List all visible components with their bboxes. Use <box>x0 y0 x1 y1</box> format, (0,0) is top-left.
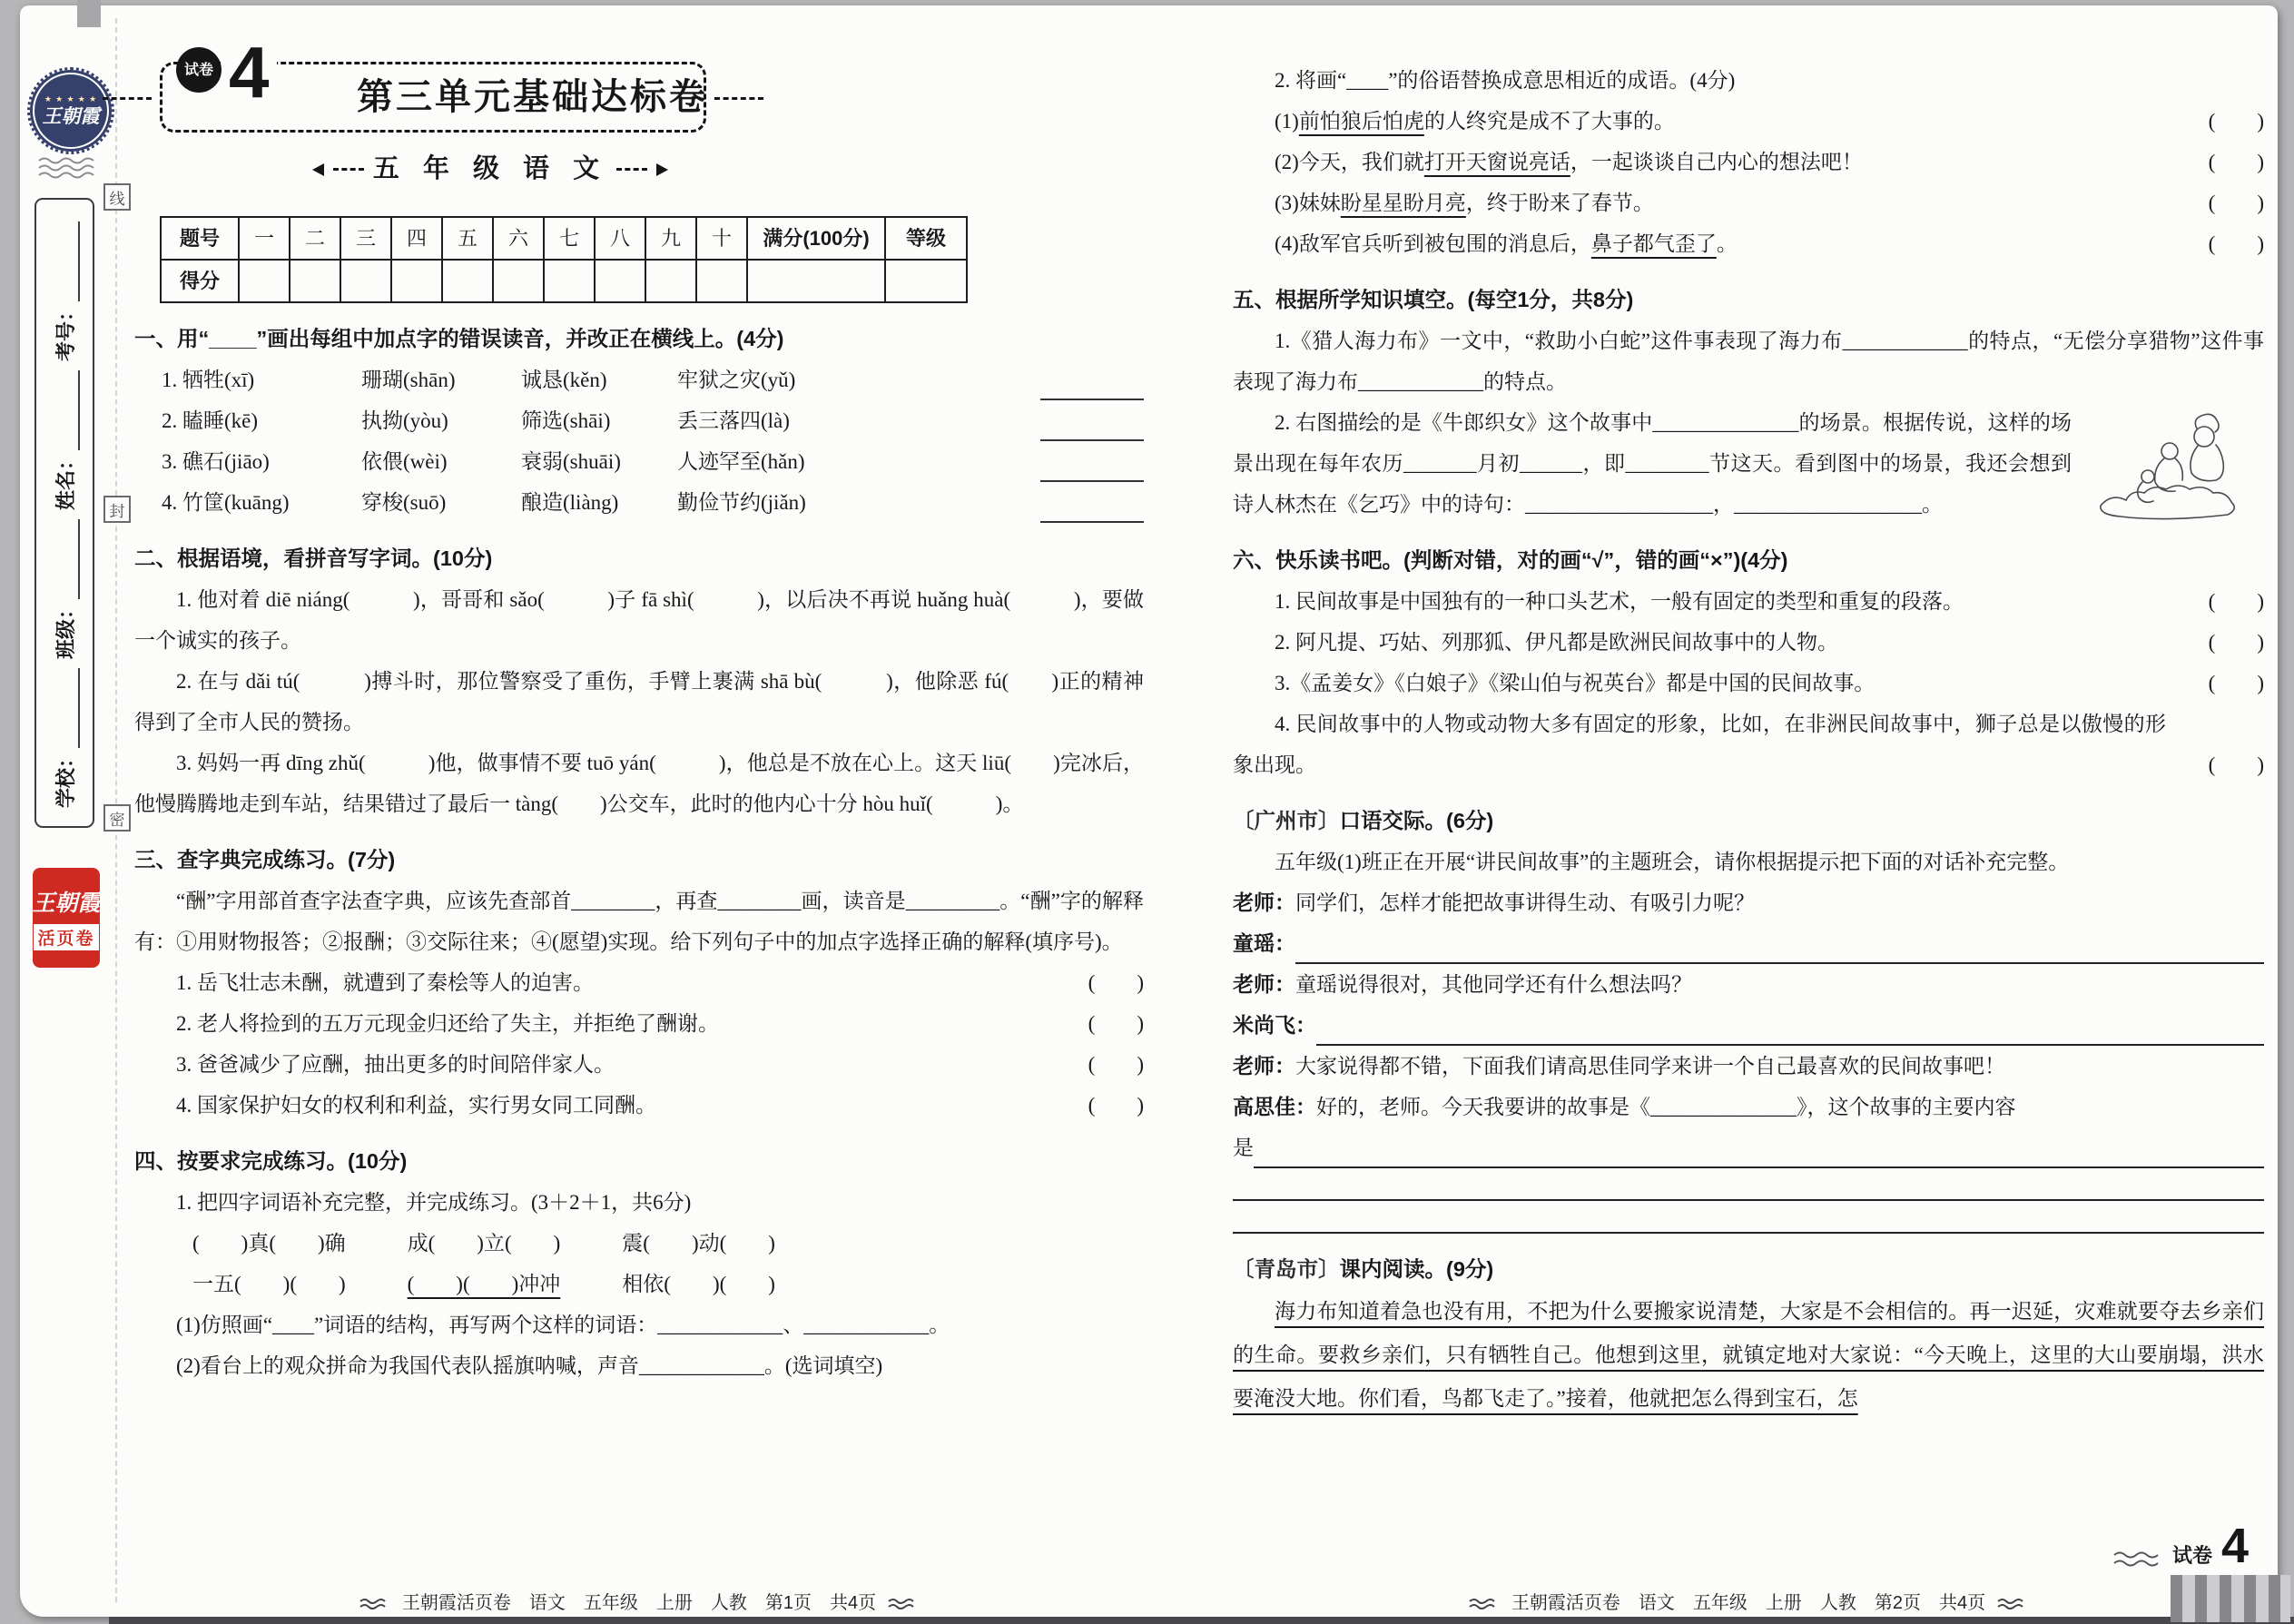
brand-stamp-logo <box>33 73 109 149</box>
dialogue-answer-line[interactable] <box>1233 1168 2264 1201</box>
section-7-title: 口语交际。(6分) <box>1339 809 1494 832</box>
dialogue-line <box>1233 1046 2264 1087</box>
paper-header <box>134 32 1144 202</box>
answer-bracket[interactable]: ( ) <box>2208 590 2264 613</box>
score-cell[interactable] <box>340 260 391 302</box>
seal-char-feng: 封 <box>103 496 131 523</box>
score-col-header: 十 <box>696 217 747 260</box>
question-text <box>1233 223 2166 264</box>
section-3 <box>134 840 1144 1126</box>
section-8-title: 课内阅读。(9分) <box>1339 1257 1494 1281</box>
text-pre: (2)今天，我们就 <box>1275 151 1424 173</box>
word-item: 1. 牺牲(xī) <box>162 369 255 391</box>
score-col-header: 九 <box>645 217 696 260</box>
question-paragraph: 1. 他对着 diē niáng( )，哥哥和 sǎo( )子 fā shì( )，以后决不再说 huǎng huà( )，要做一个诚实的孩子。 <box>134 588 1144 652</box>
score-table <box>160 216 968 303</box>
word-item: 穿梭(suō) <box>361 491 447 514</box>
judge-item <box>134 1003 1144 1044</box>
answer-blank-line[interactable] <box>1040 451 1144 482</box>
underlined-saying: 打开天窗说亮话 <box>1423 151 1570 173</box>
underlined-saying: 前怕狼后怕虎 <box>1298 110 1424 133</box>
section-2 <box>134 538 1144 824</box>
section-6-heading: 六、快乐读书吧。(判断对错，对的画“√”，错的画“×”)(4分) <box>1233 548 1788 572</box>
name-field <box>53 370 80 510</box>
word-item: 人迹罕至(hǎn) <box>677 450 805 473</box>
underlined-saying: 盼星星盼月亮 <box>1340 192 1466 214</box>
total-score-cell[interactable] <box>747 260 885 302</box>
speaker-label: 童瑶： <box>1233 931 1295 955</box>
oral-communication-intro: 五年级(1)班正在开展“讲民间故事”的主题班会，请你根据提示把下面的对话补充完整。 <box>1275 851 2070 873</box>
judge-item <box>1233 663 2264 704</box>
section-5-heading: 五、根据所学知识填空。(每空1分，共8分) <box>1233 288 1634 311</box>
score-col-header: 八 <box>595 217 645 260</box>
score-row-label: 得分 <box>161 260 239 302</box>
arrow-right-icon <box>656 163 668 176</box>
dialogue-text: 好的，老师。今天我要讲的故事是《______________》，这个故事的主要内容 <box>1316 1096 2016 1118</box>
score-col-header: 二 <box>290 217 340 260</box>
dialogue-line <box>1233 882 2264 923</box>
answer-bracket[interactable]: ( ) <box>1088 971 1144 994</box>
exam-number-label: 考号： <box>54 301 77 362</box>
question-text <box>1233 142 2166 182</box>
paper-number: 4 <box>222 34 277 111</box>
text-post: 。 <box>1716 232 1738 255</box>
word-item: 牢狱之灾(yǔ) <box>677 369 796 391</box>
publisher-logo <box>33 868 100 968</box>
section-4-heading: 四、按要求完成练习。(10分) <box>134 1149 408 1173</box>
paper-title: 第三单元基础达标卷 <box>357 76 708 117</box>
answer-blank-line[interactable] <box>1040 492 1144 523</box>
score-cell[interactable] <box>493 260 544 302</box>
sub-question: (1)仿照画“____”词语的结构，再写两个这样的词语：____________、____________。 <box>176 1314 950 1336</box>
answer-bracket[interactable]: ( ) <box>2208 110 2264 133</box>
answer-blank-line[interactable] <box>1040 369 1144 400</box>
wave-icon <box>1996 1598 2029 1610</box>
question-text: 1. 民间故事是中国独有的一种口头艺术，一般有固定的类型和重复的段落。 <box>1275 590 1964 613</box>
class-label: 班级： <box>54 599 77 660</box>
question-paragraph: 3. 妈妈一再 dīng zhǔ( )他，做事情不要 tuō yán( )，他总是不放在心上。这天 liū( )完冰后，他慢腾腾地走到车站，结果错过了最后一 tàng( )公交车，此时的他内心十分 hòu huǐ( )。 <box>134 752 1144 815</box>
wave-icon <box>1468 1598 1501 1610</box>
word-row <box>134 359 1144 400</box>
answer-bracket[interactable]: ( ) <box>1088 1012 1144 1035</box>
idiom-blank[interactable]: 震( )动( ) <box>622 1232 775 1255</box>
answer-blank-line[interactable] <box>1040 410 1144 441</box>
score-table-header-row <box>161 217 967 260</box>
name-label: 姓名： <box>54 450 77 511</box>
dialogue-line <box>1233 1005 2264 1046</box>
seal-char-xian: 线 <box>103 183 131 211</box>
idiom-replace-item <box>1233 223 2264 264</box>
question-text: 1. 岳飞壮志未酬，就遭到了秦桧等人的迫害。 <box>176 971 594 994</box>
question-text: 4. 国家保护妇女的权利和利益，实行男女同工同酬。 <box>176 1094 656 1117</box>
publisher-series-name: 活页卷 <box>34 924 98 950</box>
word-item: 执拗(yòu) <box>361 409 448 432</box>
text-post: 的人终究是成不了大事的。 <box>1423 110 1675 133</box>
answer-bracket[interactable]: ( ) <box>2208 672 2264 694</box>
section-8-heading <box>1233 1249 2264 1290</box>
student-info-fields <box>36 200 94 828</box>
text-pre: (3)妹妹 <box>1275 192 1341 214</box>
word-item: 3. 礁石(jiāo) <box>162 450 270 473</box>
question-paragraph: 2. 在与 dǎi tú( )搏斗时，那位警察受了重伤，手臂上裹满 shā bù( )，他除恶 fú( )正的精神得到了全市人民的赞扬。 <box>134 670 1144 733</box>
idiom-blank[interactable]: ( )真( )确 <box>192 1232 346 1255</box>
paper-subtitle: 五 年 级 语 文 <box>372 154 608 183</box>
idiom-replace-item <box>1233 101 2264 142</box>
answer-bracket[interactable]: ( ) <box>2208 232 2264 255</box>
corner-paper-label: 试卷 <box>2171 1544 2212 1567</box>
niulang-zhinv-illustration <box>2086 404 2264 527</box>
score-table-score-row <box>161 260 967 302</box>
judge-item <box>1233 704 2264 785</box>
idiom-blank[interactable]: 相依( )( ) <box>622 1273 775 1295</box>
word-item: 珊瑚(shān) <box>361 369 456 391</box>
dialogue-line <box>1233 1087 2264 1127</box>
arrow-left-icon <box>312 163 324 176</box>
answer-bracket[interactable]: ( ) <box>2208 631 2264 654</box>
idiom-replace-item <box>1233 182 2264 223</box>
score-col-header: 七 <box>544 217 595 260</box>
text-post: ，一起谈谈自己内心的想法吧！ <box>1570 151 1863 173</box>
score-cell[interactable] <box>239 260 290 302</box>
dialogue-answer-line[interactable] <box>1254 1136 2264 1168</box>
publisher-brand-name: 王朝霞 <box>32 891 101 916</box>
judge-item <box>1233 622 2264 663</box>
question-2-heading: 2. 将画“____”的俗语替换成意思相近的成语。(4分) <box>1275 69 1736 92</box>
answer-bracket[interactable]: ( ) <box>1088 1053 1144 1076</box>
word-item: 2. 瞌睡(kē) <box>162 409 259 432</box>
speaker-label: 老师： <box>1233 1054 1295 1078</box>
dialogue-answer-line[interactable] <box>1316 1013 2264 1046</box>
word-item: 诚恳(kěn) <box>521 369 607 391</box>
judge-item <box>134 1085 1144 1126</box>
judge-item <box>1233 581 2264 622</box>
class-field <box>53 519 80 659</box>
scan-bottom-edge <box>109 1617 2294 1624</box>
school-label: 学校： <box>54 748 77 809</box>
dictionary-intro: “酬”字用部首查字法查字典，应该先查部首________，再查________画，读音是_________。“酬”字的解释有：①用财物报答；②报酬；③交际往来；④(愿望)实现。给下列句子中的加点字选择正确的解释(填序号)。 <box>134 890 1144 953</box>
question-2-block <box>1233 60 2264 264</box>
question-paragraph: 1. 把四字词语补充完整，并完成练习。(3＋2＋1，共6分) <box>176 1191 692 1214</box>
scan-edge-bars <box>2171 1575 2290 1622</box>
reading-passage: 海力布知道着急也没有用，不把为什么要搬家说清楚，大家是不会相信的。再一迟延，灾难就要夺去乡亲们的生命。要救乡亲们，只有牺牲自己。他想到这里，就镇定地对大家说：“今天晚上，这里的大山要崩塌，洪水要淹没大地。你们看，鸟都飞走了。”接着，他就把怎么得到宝石，怎 <box>1233 1300 2264 1410</box>
question-text: 3. 爸爸减少了应酬，抽出更多的时间陪伴家人。 <box>176 1053 615 1076</box>
dialogue-continuation-line <box>1233 1127 2264 1168</box>
question-text <box>1233 101 2166 142</box>
word-row <box>134 441 1144 482</box>
idiom-blank[interactable]: 成( )立( ) <box>407 1232 561 1255</box>
dialogue-text: 童瑶说得很对，其他同学还有什么想法吗？ <box>1295 973 1692 996</box>
score-col-header: 题号 <box>161 217 239 260</box>
exam-number-field <box>53 221 80 361</box>
dialogue-line <box>1233 923 2264 964</box>
underlined-saying: 鼻子都气歪了 <box>1590 232 1717 255</box>
dash-decoration <box>616 168 647 171</box>
school-blank-line[interactable] <box>54 668 80 748</box>
city-tag: 〔广州市〕 <box>1233 809 1340 832</box>
answer-line-row <box>1233 1201 2264 1234</box>
word-item: 4. 竹筐(kuāng) <box>162 491 290 514</box>
dialogue-text: 大家说得都不错，下面我们请高思佳同学来讲一个自己最喜欢的民间故事吧！ <box>1295 1055 2005 1078</box>
question-text: 2. 阿凡提、巧姑、列那狐、伊凡都是欧洲民间故事中的人物。 <box>1275 631 1838 654</box>
score-col-header: 三 <box>340 217 391 260</box>
dialogue-answer-line[interactable] <box>1233 1201 2264 1234</box>
word-item: 酿造(liàng) <box>521 491 619 514</box>
score-cell[interactable] <box>442 260 493 302</box>
dash-decoration <box>333 168 364 171</box>
idiom-fill-row <box>134 1223 1144 1264</box>
section-8 <box>1233 1249 2264 1421</box>
wave-icon <box>887 1598 920 1610</box>
score-col-header: 五 <box>442 217 493 260</box>
speaker-label: 老师： <box>1233 891 1295 914</box>
idiom-blank[interactable]: 一五( )( ) <box>192 1273 346 1295</box>
sub-question: (2)看台上的观众拼命为我国代表队摇旗呐喊，声音____________。(选词填空) <box>176 1354 883 1377</box>
section-7 <box>1233 801 2264 1234</box>
footer-text: 王朝霞活页卷 语文 五年级 上册 人教 第1页 共4页 <box>401 1593 877 1613</box>
question-text <box>1233 182 2166 223</box>
city-tag: 〔青岛市〕 <box>1233 1257 1340 1281</box>
score-col-header: 四 <box>391 217 442 260</box>
seal-char-mi: 密 <box>103 804 131 832</box>
section-1-heading: 一、用“____”画出每组中加点字的错误读音，并改正在横线上。(4分) <box>134 327 784 350</box>
question-text: 3.《孟姜女》《白娘子》《梁山伯与祝英台》都是中国的民间故事。 <box>1275 672 1876 694</box>
word-item: 衰弱(shuāi) <box>521 450 621 473</box>
section-1 <box>134 319 1144 523</box>
section-5 <box>1233 280 2264 525</box>
score-col-header: 一 <box>239 217 290 260</box>
idiom-blank-underlined[interactable]: ( )( )冲冲 <box>407 1273 561 1295</box>
speaker-label: 老师： <box>1233 972 1295 996</box>
scan-corner-notch <box>77 0 101 27</box>
score-cell[interactable] <box>696 260 747 302</box>
grade-header: 等级 <box>885 217 967 260</box>
word-row <box>134 482 1144 523</box>
section-6 <box>1233 540 2264 785</box>
score-cell[interactable] <box>544 260 595 302</box>
section-3-heading: 三、查字典完成练习。(7分) <box>134 848 396 871</box>
dialogue-line <box>1233 964 2264 1005</box>
page-1 <box>134 32 1144 1613</box>
stamp-stars-icon: ★ ★ ★ ★ ★ <box>44 94 98 103</box>
answer-bracket[interactable]: ( ) <box>2208 192 2264 214</box>
section-4 <box>134 1141 1144 1386</box>
dialogue-answer-line[interactable] <box>1295 931 2264 964</box>
judge-item <box>134 962 1144 1003</box>
corner-paper-number: 4 <box>2220 1518 2249 1573</box>
answer-line-row <box>1233 1168 2264 1201</box>
paper-subtitle-row <box>312 149 668 190</box>
text-post: ，终于盼来了春节。 <box>1465 192 1654 214</box>
word-item: 依偎(wèi) <box>361 450 448 473</box>
score-col-header: 六 <box>493 217 544 260</box>
paper-number-corner <box>2112 1518 2249 1573</box>
footer-text: 王朝霞活页卷 语文 五年级 上册 人教 第2页 共4页 <box>1511 1593 1986 1613</box>
fill-blank-item: 1.《猎人海力布》一文中，“救助小白蛇”这件事表现了海力布____________的特点，“无偿分享猎物”这件事表现了海力布____________的特点。 <box>1233 330 2264 393</box>
score-cell[interactable] <box>391 260 442 302</box>
word-item: 勤俭节约(jiǎn) <box>677 491 806 514</box>
score-cell[interactable] <box>595 260 645 302</box>
full-score-header: 满分(100分) <box>747 217 885 260</box>
answer-bracket[interactable]: ( ) <box>2208 753 2264 776</box>
question-text: 4. 民间故事中的人物或动物大多有固定的形象，比如，在非洲民间故事中，狮子总是以傲慢的形象出现。 <box>1233 713 2166 776</box>
idiom-fill-row <box>134 1264 1144 1304</box>
stamp-brand-name: 王朝霞 <box>42 105 100 127</box>
wave-icon <box>2112 1550 2163 1570</box>
speaker-label: 高思佳： <box>1233 1095 1316 1118</box>
school-field <box>53 668 80 808</box>
word-item: 丢三落四(là) <box>677 409 790 432</box>
word-item: 筛选(shāi) <box>521 409 611 432</box>
grade-cell[interactable] <box>885 260 967 302</box>
answer-bracket[interactable]: ( ) <box>1088 1094 1144 1117</box>
exam-sheet <box>20 5 2278 1617</box>
answer-bracket[interactable]: ( ) <box>2208 151 2264 173</box>
dialogue-text: 同学们，怎样才能把故事讲得生动、有吸引力呢？ <box>1295 891 1755 914</box>
score-cell[interactable] <box>645 260 696 302</box>
fill-blank-item: 2. 右图描绘的是《牛郎织女》这个故事中______________的场景。根据传说，这样的场景出现在每年农历_______月初______，即________节这天。看到图中的场景，我还会想到诗人林杰在《乞巧》中的诗句：__________________，__________________。 <box>1233 411 2072 516</box>
class-blank-line[interactable] <box>54 519 80 599</box>
wave-icon <box>359 1598 391 1610</box>
continuation-prefix: 是 <box>1233 1137 1254 1159</box>
student-info-box <box>34 198 94 828</box>
text-pre: (1) <box>1275 110 1299 133</box>
fill-blank-item-with-figure <box>1233 402 2264 525</box>
idiom-replace-item <box>1233 142 2264 182</box>
speaker-label: 米尚飞： <box>1233 1013 1316 1037</box>
score-cell[interactable] <box>290 260 340 302</box>
text-pre: (4)敌军官兵听到被包围的消息后， <box>1275 232 1591 255</box>
word-row <box>134 400 1144 441</box>
question-text: 2. 老人将捡到的五万元现金归还给了失主，并拒绝了酬谢。 <box>176 1012 719 1035</box>
section-2-heading: 二、根据语境，看拼音写字词。(10分) <box>134 546 493 570</box>
judge-item <box>134 1044 1144 1085</box>
stamp-waves-decoration <box>36 156 100 180</box>
section-7-heading <box>1233 801 2264 842</box>
name-blank-line[interactable] <box>54 370 80 450</box>
exam-number-blank-line[interactable] <box>54 221 80 301</box>
paper-badge: 试卷 <box>176 47 222 93</box>
